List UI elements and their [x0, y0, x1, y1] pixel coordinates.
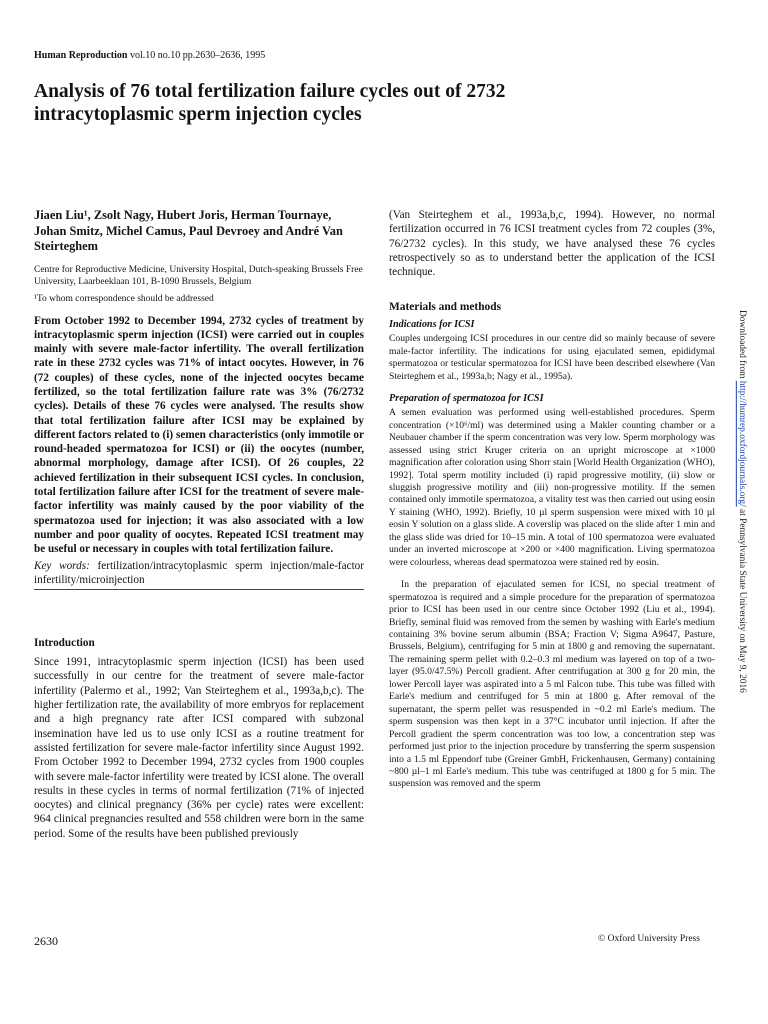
left-column	[34, 208, 364, 841]
introduction-text: Since 1991, intracytoplasmic sperm injection (ICSI) has been used successfully in our centre for the treatment of severe male-factor infertility (Palermo et al., 1992; Van Steirteghem et al., 1993a,b,c). The higher fertilization rate, the availability of more embryos for replacement and a high pregnancy rate after ICSI compared with subzonal insemination have led us to use only ICSI as a routine treatment for assisted fertilization for severe male-factor infertility since August 1992. From October 1992 to December 1994, 2732 cycles from 1900 couples with severe male-factor infertility were treated by ICSI alone. The overall results in these cycles in terms of normal fertilization (71% of injected oocytes) and clinical pregnancy (36% per cycle) rates were excellent: 964 clinical pregnancies resulted and 558 children were born in the same period. Some of the results have been published previously	[34, 656, 364, 840]
indications-text: Couples undergoing ICSI procedures in our centre did so mainly because of severe male-factor infertility. The indications for using ejaculated semen, epididymal spermatozoa or testicular spermatozoa for ICSI have been described elsewhere (Van Steirteghem et al., 1993a,b; Nagy et al., 1995a).	[389, 333, 715, 382]
preparation-text-2: In the preparation of ejaculated semen for ICSI, no special treatment of spermatozoa is required and a simple procedure for the preparation of spermatozoa prior to ICSI has been used in our centre since October 1992 (Liu et al., 1994). Briefly, seminal fluid was removed from the semen by washing with Earle's medium containing 3% bovine serum albumin (BSA; Fraction V; Sigma A9647, Pasture, Brussels, Belgium), centrifuging for 5 min at 1800 g and removing the supernatant. The remaining sperm pellet with 0.2–0.3 ml medium was layered on top of a two-layer (95.0/47.5%) Percoll gradient. After centrifugation at 300 g for 20 min, the lower Percoll layer was aspirated into a 5 ml Falcon tube. This tube was filled with Earle's medium and centrifuged for 5 min at 1800 g. After removal of the supernatant, the sperm pellet was resuspended in ~0.2 ml Earle's medium. The sperm suspension was then kept in a 37°C incubator until injection. If after the Percoll gradient the sperm concentration was too low, a concentration step was performed just prior to the injection procedure by transferring the sperm suspension into a 1.5 ml Eppendorf tube (Greiner GmbH, Frickenhausen, Germany) containing ~800 µl–1 ml Earle's medium. This tube was centrifuged at 1800 g for 5 min. The suspension was removed and the sperm	[389, 579, 715, 790]
indications-heading: Indications for ICSI	[389, 319, 475, 331]
download-notice-suffix: at Pennsylvania State University on May 9, 2016	[737, 506, 747, 693]
article-title: Analysis of 76 total fertilization failure cycles out of 2732 intracytoplasmic sperm injection cycles	[34, 81, 506, 125]
keywords-text: fertilization/intracytoplasmic sperm injection/male-factor infertility/microinjection	[34, 559, 364, 586]
journal-link[interactable]: http://humrep.oxfordjournals.org/	[737, 380, 747, 507]
volume-issue-pages: vol.10 no.10 pp.2630–2636, 1995	[129, 50, 266, 61]
right-column	[389, 208, 715, 791]
introduction-heading: Introduction	[34, 637, 95, 650]
abstract: From October 1992 to December 1994, 2732 cycles of treatment by intracytoplasmic sperm injection (ICSI) were carried out in couples mainly with severe male-factor infertility. The overall fertilization rate in these 2732 cycles was 71% of intact oocytes. However, in 76 (72 couples) of these cycles, none of the injected oocytes became fertilized, so the total fertilization failure rate was 3% (76/2732 cycles). Details of these 76 cycles were analysed. The results show that total fertilization failure after ICSI may be explained by different factors related to (i) semen characteristics (only immotile or round-headed spermatozoa for ICSI) or (ii) the oocytes (number, abnormal morphology, damage after ICSI). Of 26 couples, 22 achieved fertilization in their subsequent ICSI cycles. In conclusion, total fertilization failure after ICSI for the treatment of severe male-factor infertility was mainly caused by the poor viability of the spermatozoa used for injection; it was also associated with a low number and poor quality of oocytes. Repeated ICSI treatment may be useful or necessary in couples with total fertilization failure.	[34, 314, 364, 556]
preparation-heading: Preparation of spermatozoa for ICSI	[389, 393, 544, 405]
journal-citation	[34, 50, 265, 61]
keywords-label: Key words:	[34, 559, 90, 572]
correspondence-note: ¹To whom correspondence should be addressed	[34, 293, 214, 304]
preparation-text-1: A semen evaluation was performed using well-established procedures. Sperm concentration (×10⁶/ml) was determined using a Makler counting chamber or a Neubauer chamber if the sperm concentration was very low. Sperm morphology was assessed using strict Kruger criteria on an upright microscope at ×1000 magnification after coloration using Shorr stain [World Health Organization (WHO), 1992]. Total sperm motility included (i) rapid progressive motility, (ii) slow or sluggish progressive motility and (iii) non-progressive motility. If the semen contained only immotile spermatozoa, a vitality test was then carried out using eosin Y staining (WHO, 1992). Briefly, 10 µl sperm suspension were mixed with 10 µl eosin Y solution on a glass slide. A coverslip was placed on the slide after 1 min and the glass slide was dried for 10–15 min. A total of 100 spermatozoa were evaluated under an inverted microscope at ×200 or ×400 magnification. Living spermatozoa were colourless, whereas dead spermatozoa were stained red by eosin.	[389, 407, 715, 568]
download-notice	[737, 310, 747, 693]
keywords	[34, 559, 364, 591]
copyright-notice: © Oxford University Press	[598, 934, 700, 944]
journal-name: Human Reproduction	[34, 50, 128, 61]
page-number: 2630	[34, 934, 58, 948]
download-notice-prefix: Downloaded from	[737, 310, 747, 381]
author-list: Jiaen Liu¹, Zsolt Nagy, Hubert Joris, Herman Tournaye, Johan Smitz, Michel Camus, Paul Devroey and André Van Steirteghem	[34, 208, 343, 253]
methods-heading: Materials and methods	[389, 301, 502, 314]
introduction-continued: (Van Steirteghem et al., 1993a,b,c, 1994). However, no normal fertilization occurred in 76 ICSI treatment cycles from 72 couples (3%, 76/2732 cycles). In this study, we have analysed these 76 cycles retrospectively so as to understand better the application of the ICSI technique.	[389, 209, 715, 279]
affiliation: Centre for Reproductive Medicine, University Hospital, Dutch-speaking Brussels Free University, Laarbeeklaan 101, B-1090 Brussels, Belgium	[34, 264, 363, 287]
